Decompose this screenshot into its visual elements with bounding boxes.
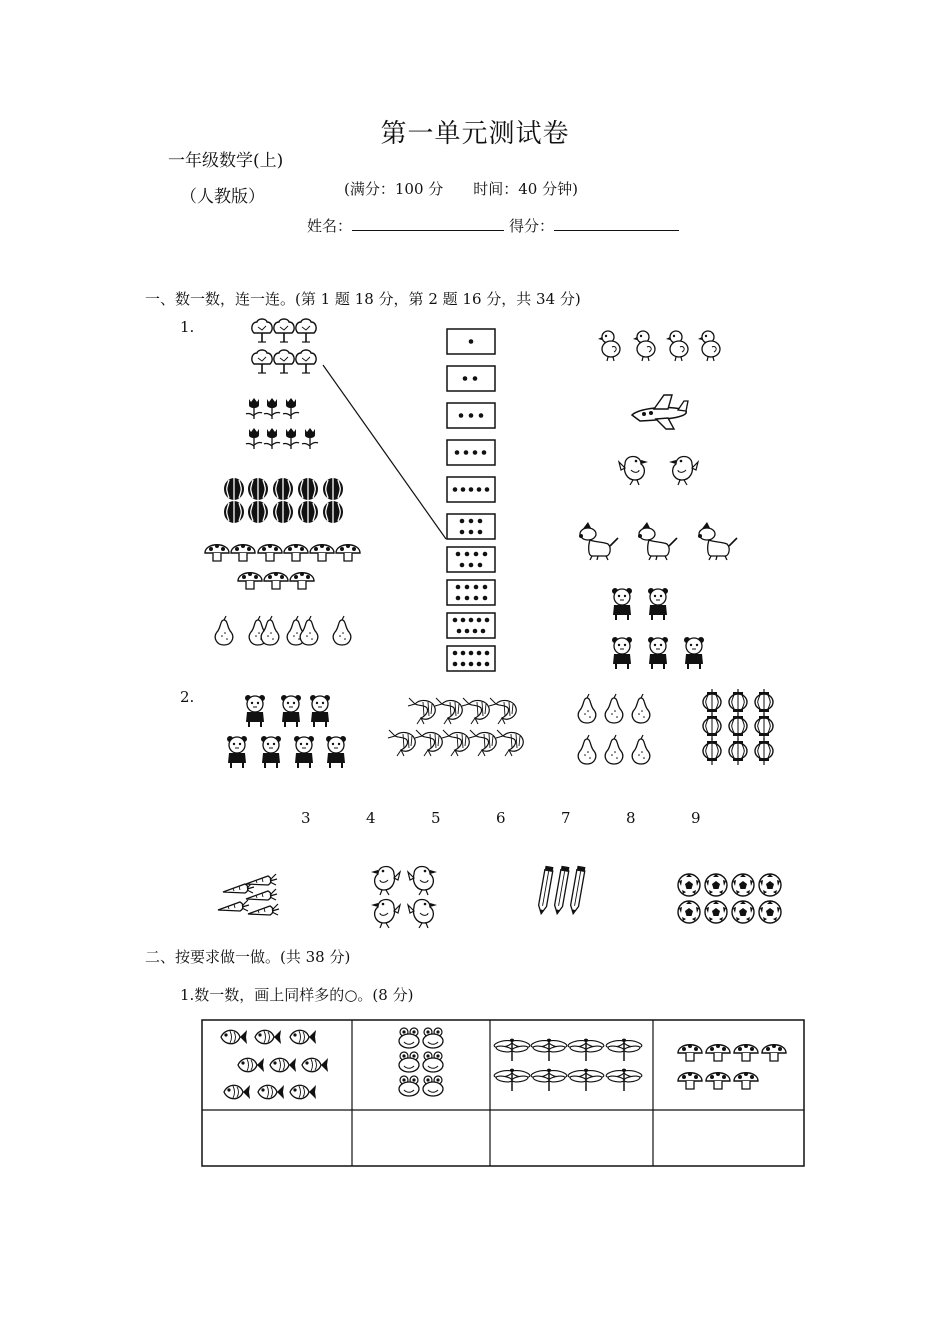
- number-6: 6: [496, 809, 506, 827]
- balls-group: [678, 874, 781, 923]
- birds-group: [619, 457, 698, 486]
- number-4: 4: [366, 809, 376, 827]
- number-5: 5: [431, 809, 441, 827]
- score-label: 得分：: [509, 217, 555, 235]
- birds-group-q2: [371, 867, 437, 929]
- name-label: 姓名：: [307, 217, 353, 235]
- carrots-group: [218, 874, 279, 915]
- mushrooms-group: [205, 544, 360, 589]
- pears-group: [215, 616, 351, 645]
- pencils-group: [537, 866, 585, 915]
- section1-heading: 一、数一数，连一连。(第 1 题 18 分，第 2 题 16 分，共 34 分): [145, 290, 581, 308]
- number-3: 3: [301, 809, 311, 827]
- airplane: [632, 395, 688, 429]
- frogs-group: [399, 1028, 443, 1096]
- tulips-group: [246, 398, 318, 449]
- q1-label: 1.: [180, 318, 195, 336]
- section2-heading: 二、按要求做一做。(共 38 分): [145, 948, 351, 966]
- edition-label: （人教版）: [180, 187, 265, 207]
- section2-q1-text: 1.数一数，画上同样多的○。(8 分): [180, 986, 414, 1004]
- lanterns-group: [703, 689, 773, 765]
- number-7: 7: [561, 809, 571, 827]
- cubs-group-q2: [227, 695, 346, 768]
- shrimps-group: [388, 698, 523, 756]
- q2-label: 2.: [180, 688, 195, 706]
- chicks-group: [598, 331, 720, 361]
- number-8: 8: [626, 809, 636, 827]
- mushrooms-group-table: [678, 1044, 786, 1089]
- dogs-group: [579, 522, 737, 560]
- trees-group: [252, 319, 316, 373]
- watermelons-group: [224, 478, 343, 523]
- fish-group: [221, 1030, 328, 1099]
- page-title: 第一单元测试卷: [380, 119, 570, 149]
- dragonflies-group: [494, 1039, 643, 1091]
- score-time-info: (满分：100 分 时间：40 分钟): [344, 180, 578, 198]
- dot-cards: [447, 329, 495, 671]
- grade-label: 一年级数学(上): [168, 151, 284, 171]
- pears-group-q2: [578, 694, 650, 764]
- number-9: 9: [691, 809, 701, 827]
- cubs-group-q1: [612, 588, 704, 669]
